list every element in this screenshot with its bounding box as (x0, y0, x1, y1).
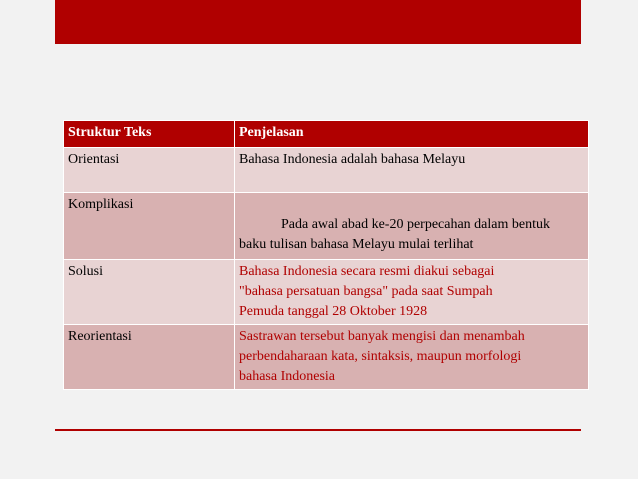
header-struktur-teks: Struktur Teks (64, 121, 235, 148)
struktur-teks-table (63, 120, 589, 390)
table-row (64, 325, 589, 390)
penjelasan-line: perbendaharaan kata, sintaksis, maupun morfologi (239, 349, 522, 364)
table-row (64, 260, 589, 325)
penjelasan-line: Pada awal abad ke-20 perpecahan dalam bentuk (281, 217, 550, 232)
cell-struktur: Komplikasi (64, 193, 235, 260)
cell-struktur: Orientasi (64, 148, 235, 193)
table-row (64, 193, 589, 260)
cell-struktur: Solusi (64, 260, 235, 325)
penjelasan-line: bahasa Indonesia (239, 369, 336, 384)
penjelasan-line: Sastrawan tersebut banyak mengisi dan menambah (239, 329, 525, 344)
penjelasan-line: Pemuda tanggal 28 Oktober 1928 (239, 304, 428, 319)
cell-struktur: Reorientasi (64, 325, 235, 390)
cell-penjelasan: Bahasa Indonesia adalah bahasa Melayu (235, 148, 589, 193)
penjelasan-line: "bahasa persatuan bangsa" pada saat Sumpah (239, 284, 493, 299)
bottom-divider (55, 429, 581, 431)
table-header-row (64, 121, 589, 148)
cell-penjelasan (235, 193, 589, 260)
cell-penjelasan (235, 260, 589, 325)
table-row (64, 148, 589, 193)
cell-penjelasan (235, 325, 589, 390)
penjelasan-line: Bahasa Indonesia secara resmi diakui sebagai (239, 264, 495, 279)
penjelasan-line: baku tulisan bahasa Melayu mulai terlihat (239, 237, 474, 252)
header-penjelasan: Penjelasan (235, 121, 589, 148)
top-banner (55, 0, 581, 44)
